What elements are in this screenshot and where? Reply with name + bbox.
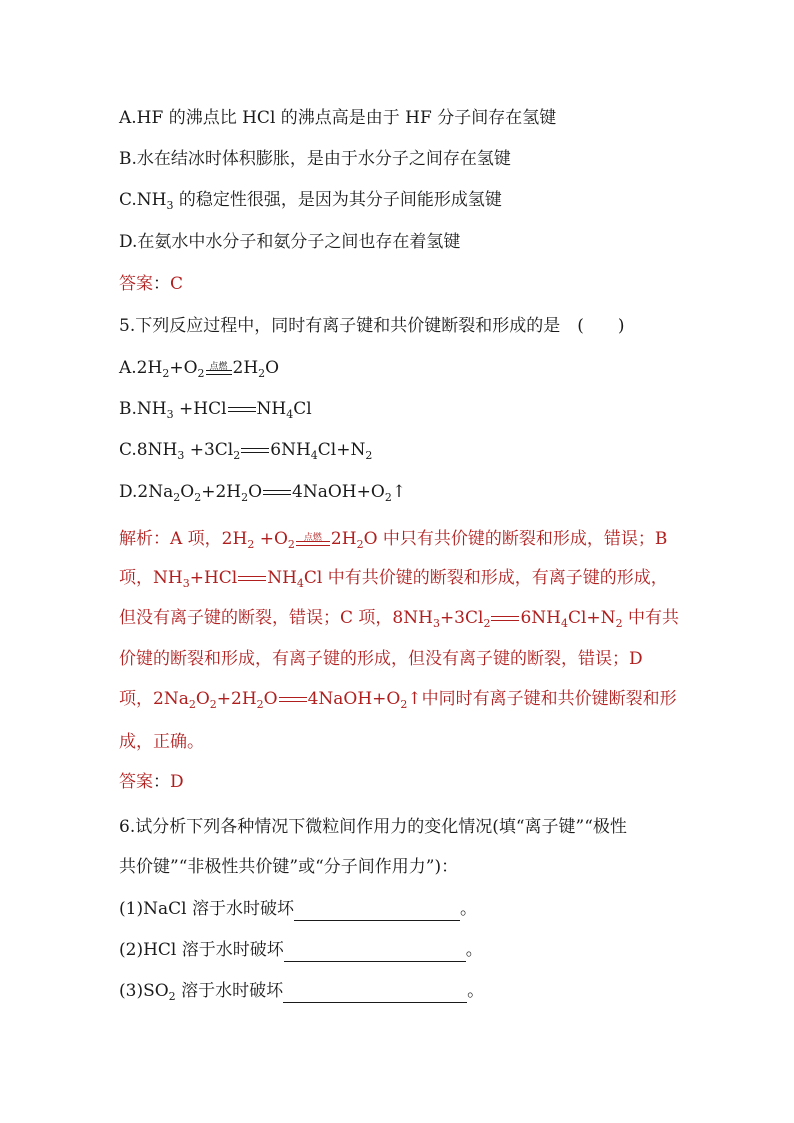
question-6-stem-1: 6.试分析下列各种情况下微粒间作用力的变化情况(填“离子键”“极性 — [119, 817, 627, 837]
option-a-q4: A.HF 的沸点比 HCl 的沸点高是由于 HF 分子间存在氢键 — [119, 108, 557, 128]
answer-blank-2[interactable] — [284, 943, 466, 962]
option-c-q4: $C.NH_3$ 的稳定性很强，是因为其分子间能形成氢键 — [119, 190, 502, 212]
answer-blank-3[interactable] — [283, 984, 467, 1003]
question-6-part-1: (1)NaCl 溶于水时破坏 。 — [119, 899, 477, 919]
question-6-part-3: $(3)SO_2$ 溶于水时破坏 。 — [119, 981, 485, 1003]
answer-q4: 答案：C — [119, 274, 184, 294]
option-b-q4: B.水在结冰时体积膨胀，是由于水分子之间存在氢键 — [119, 149, 511, 169]
question-6-stem-2: 共价键”“非极性共价键”或“分子间作用力”)： — [119, 857, 459, 877]
question-6-part-2: (2)HCl 溶于水时破坏 。 — [119, 940, 483, 960]
explanation-line-2: 项，$NH_3+HCl$ $NH_4Cl$ 中有共价键的断裂和形成，有离子键的形成， — [119, 568, 668, 590]
option-b-q5: $B.NH_3 +HCl$ $NH_4Cl$ — [119, 399, 312, 421]
explanation-line-5: 项，$2Na_2O_2+2H_2O$ $4NaOH+O_2↑$中同时有离子键和共价键断裂和形 — [119, 689, 677, 711]
explanation-line-4: 价键的断裂和形成，有离子键的形成，但没有离子键的断裂，错误；D — [119, 649, 643, 669]
answer-q5: 答案：D — [119, 772, 184, 792]
question-5-stem: 5.下列反应过程中，同时有离子键和共价键断裂和形成的是 ( ) — [119, 316, 625, 336]
explanation-line-6: 成，正确。 — [119, 732, 204, 752]
explanation-line-1: 解析：A 项，$2H_2 +O_2$ 点燃 $2H_2O$ 中只有共价键的断裂和形成，错误；B — [119, 529, 668, 551]
option-d-q4: D.在氨水中水分子和氨分子之间也存在着氢键 — [119, 232, 461, 252]
option-a-q5: $A.2H_2+O_2$ 点燃 $2H_2O$ — [119, 358, 280, 380]
answer-blank-1[interactable] — [294, 902, 460, 921]
explanation-line-3: 但没有离子键的断裂，错误；C 项，$8NH_3+3Cl_2$ $6NH_4Cl+N_2$ 中有共 — [119, 608, 679, 630]
option-d-q5: $D.2Na_2O_2+2H_2O$ $4NaOH+O_2↑$ — [119, 482, 407, 504]
option-c-q5: $C.8NH_3 +3Cl_2$ $6NH_4Cl+N_2$ — [119, 440, 373, 462]
